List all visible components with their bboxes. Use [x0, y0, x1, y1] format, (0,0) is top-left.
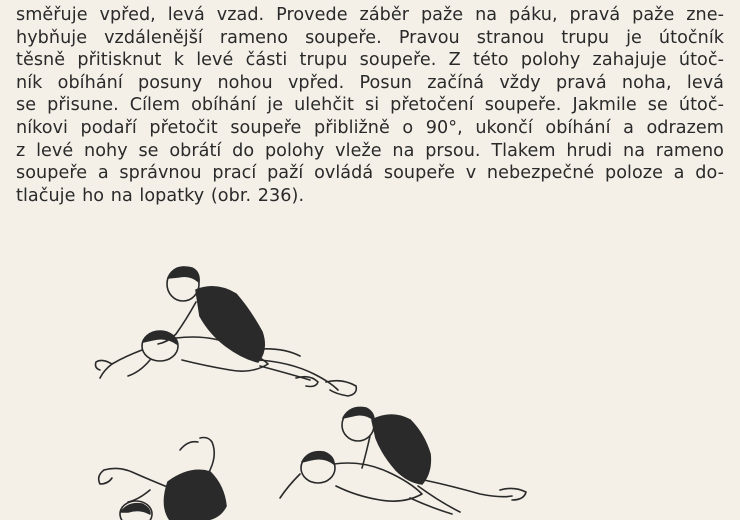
lower-right-wrestler-pair	[280, 407, 526, 514]
text-line-8: soupeře a správnou prací paží ovládá soupeře v nebezpečné poloze a do-	[16, 163, 724, 184]
lower-left-wrestler-pair	[99, 438, 226, 520]
text-line-3: těsně přitisknut k levé části trupu soupeře. Z této polohy zahajuje útoč-	[16, 50, 724, 71]
text-line-4: ník obíhání posuny nohou vpřed. Posun začíná vždy pravá noha, levá	[16, 72, 724, 93]
wrestlers-illustration-icon	[0, 250, 740, 520]
text-line-6: níkovi podaří přetočit soupeře přibližně o 90°, ukončí obíhání a odrazem	[16, 117, 724, 138]
wrestling-figure	[0, 250, 740, 520]
text-line-1: směřuje vpřed, levá vzad. Provede záběr paže na páku, pravá paže zne-	[16, 5, 724, 25]
upper-wrestler-pair	[96, 267, 357, 396]
text-line-7: z levé nohy se obrátí do polohy vleže na prsou. Tlakem hrudi na rameno	[16, 140, 724, 161]
text-line-5: se přisune. Cílem obíhání je ulehčit si přetočení soupeře. Jakmile se útoč-	[16, 95, 724, 116]
text-line-9: tlačuje ho na lopatky (obr. 236).	[16, 185, 305, 206]
text-line-2: hybňuje vzdálenější rameno soupeře. Pravou stranou trupu je útočník	[16, 27, 724, 48]
body-paragraph	[16, 4, 724, 207]
